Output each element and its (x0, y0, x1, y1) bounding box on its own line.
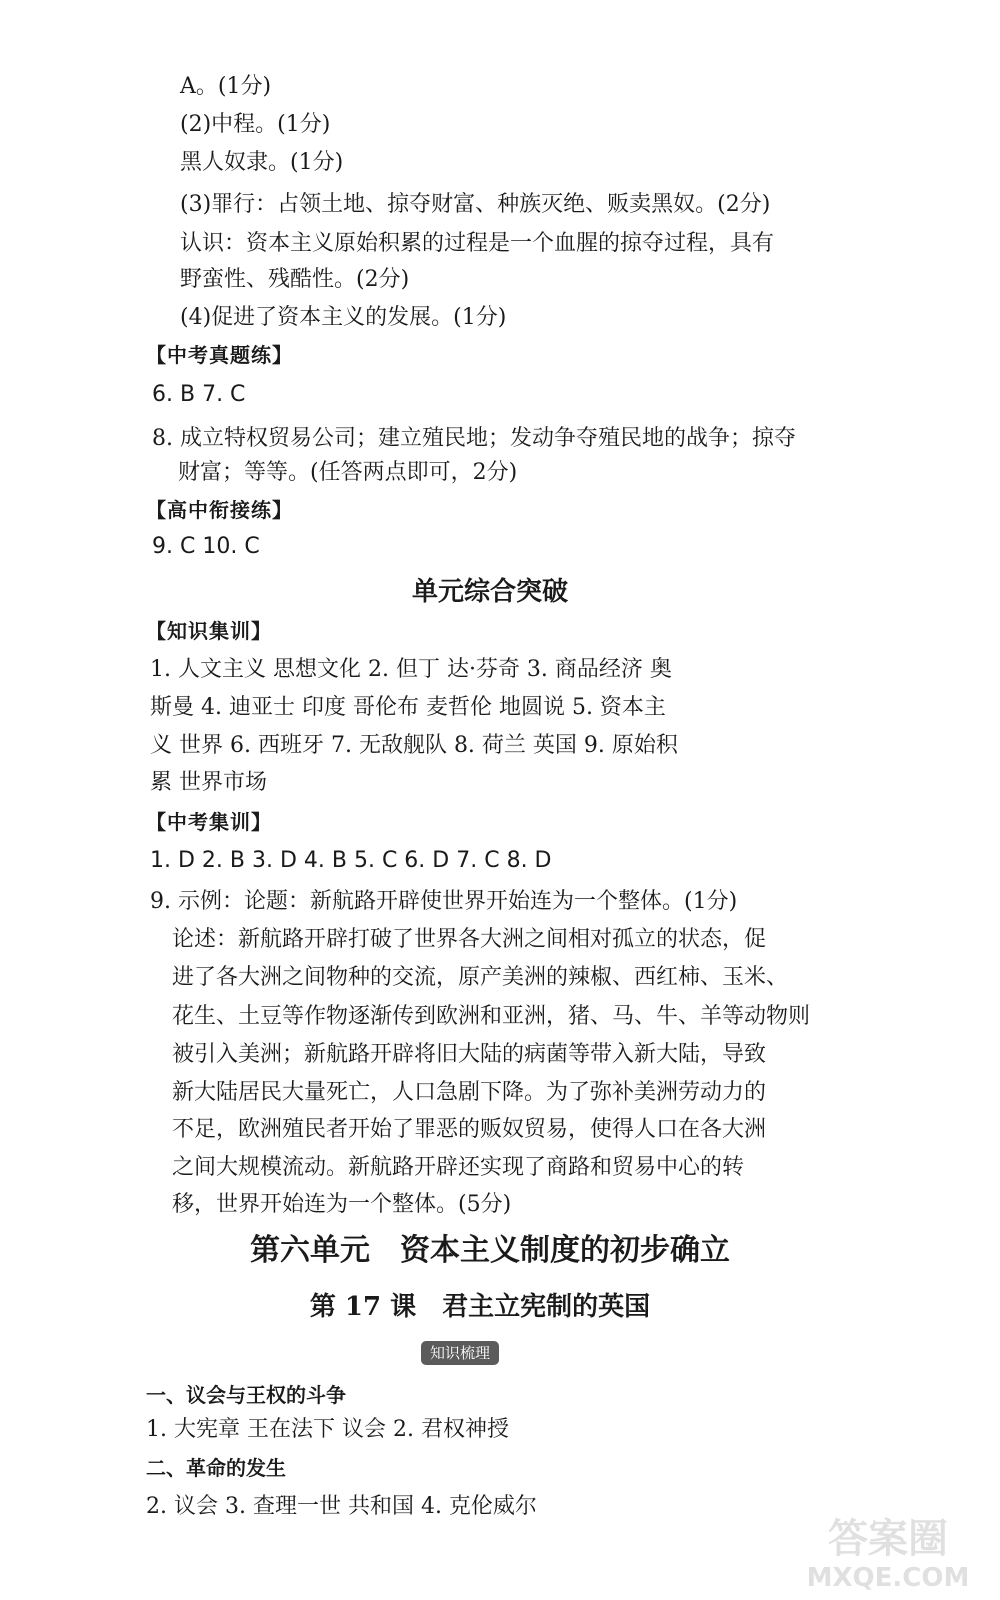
section-heading-zhongkao-zhenti: 【中考真题练】 (146, 343, 293, 367)
unit6-title: 第六单元 资本主义制度的初步确立 (250, 1233, 730, 1268)
text-line: 义 世界 6. 西班牙 7. 无敌舰队 8. 荷兰 英国 9. 原始积 (150, 733, 678, 758)
section-badge: 知识梳理 (421, 1341, 499, 1365)
unit-review-title: 单元综合突破 (411, 577, 568, 607)
text-line: 累 世界市场 (150, 770, 267, 795)
text-line: 之间大规模流动。新航路开辟还实现了商路和贸易中心的转 (172, 1155, 745, 1180)
text-line: 不足，欧洲殖民者开始了罪恶的贩奴贸易，使得人口在各大洲 (172, 1117, 767, 1142)
text-line: 被引入美洲；新航路开辟将旧大陆的病菌等带入新大陆，导致 (172, 1042, 767, 1067)
watermark-text: 答案圈 (828, 1516, 948, 1562)
text-line: 论述：新航路开辟打破了世界各大洲之间相对孤立的状态，促 (172, 927, 767, 952)
text-line: 1. 人文主义 思想文化 2. 但丁 达·芬奇 3. 商品经济 奥 (150, 657, 672, 682)
text-line: 新大陆居民大量死亡，人口急剧下降。为了弥补美洲劳动力的 (172, 1080, 767, 1105)
section-heading-zhongkao-jixun: 【中考集训】 (146, 810, 272, 834)
text-line: 花生、土豆等作物逐渐传到欧洲和亚洲，猪、马、牛、羊等动物则 (172, 1004, 811, 1029)
answer-line: 9. C 10. C (152, 534, 260, 559)
section-heading-gaozhong: 【高中衔接练】 (146, 498, 293, 522)
answer-line: 9. 示例：论题：新航路开辟使世界开始连为一个整体。(1分) (150, 889, 738, 914)
lesson-title: 第 17 课 君主立宪制的英国 (309, 1292, 651, 1322)
answer-line: 财富；等等。(任答两点即可，2分) (178, 460, 518, 485)
text-line: (2)中程。(1分) (180, 112, 331, 137)
part2-heading: 二、革命的发生 (146, 1456, 286, 1480)
text-line: 进了各大洲之间物种的交流，原产美洲的辣椒、西红柿、玉米、 (172, 965, 789, 990)
text-line: 移，世界开始连为一个整体。(5分) (172, 1192, 512, 1217)
text-line: (4)促进了资本主义的发展。(1分) (180, 305, 507, 330)
answer-line: 8. 成立特权贸易公司；建立殖民地；发动争夺殖民地的战争；掠夺 (152, 426, 796, 451)
text-line: 野蛮性、残酷性。(2分) (180, 267, 410, 292)
part1-heading: 一、议会与王权的斗争 (146, 1383, 346, 1407)
text-line: 斯曼 4. 迪亚士 印度 哥伦布 麦哲伦 地圆说 5. 资本主 (150, 695, 666, 720)
answer-line: 1. D 2. B 3. D 4. B 5. C 6. D 7. C 8. D (150, 848, 552, 873)
text-line: (3)罪行：占领土地、掠夺财富、种族灭绝、贩卖黑奴。(2分) (180, 192, 771, 217)
text-line: 黑人奴隶。(1分) (180, 150, 344, 175)
watermark-url: MXQE.COM (806, 1563, 970, 1593)
answer-line: 2. 议会 3. 查理一世 共和国 4. 克伦威尔 (146, 1494, 537, 1519)
text-line: 认识：资本主义原始积累的过程是一个血腥的掠夺过程，具有 (180, 231, 775, 256)
section-heading-zhishi: 【知识集训】 (146, 619, 272, 643)
answer-line: 6. B 7. C (152, 382, 246, 407)
answer-line: 1. 大宪章 王在法下 议会 2. 君权神授 (146, 1417, 509, 1442)
watermark-logo (788, 1506, 988, 1594)
text-line: A。(1分) (180, 74, 272, 99)
